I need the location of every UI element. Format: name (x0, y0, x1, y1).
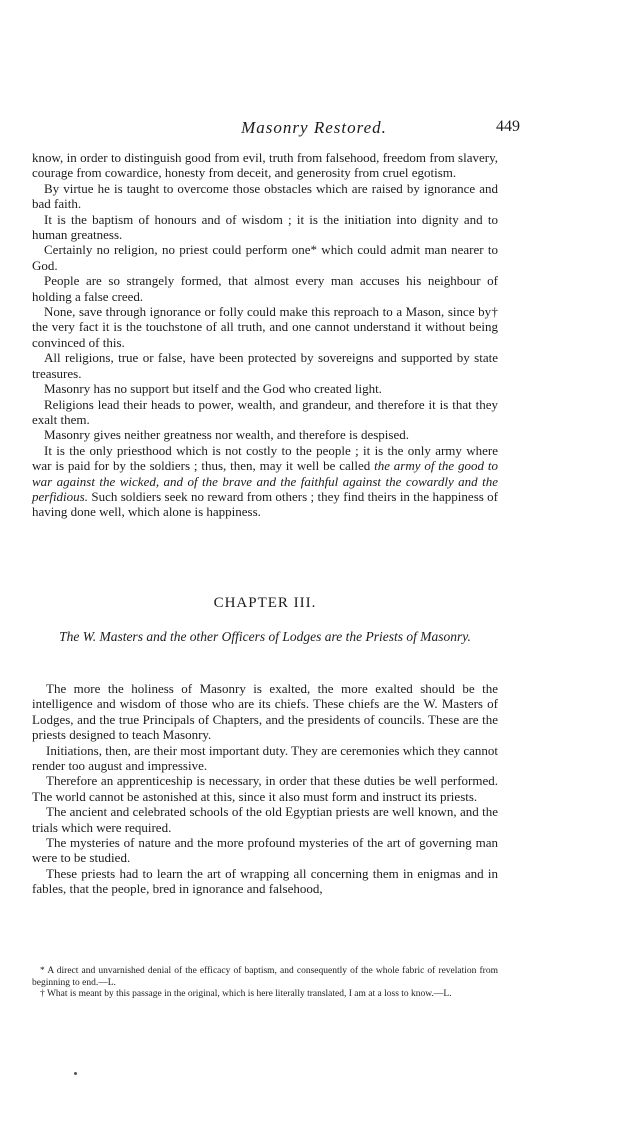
paragraph: All religions, true or false, have been protected by sovereigns and supported by state treasures. (32, 350, 498, 381)
paragraph: By virtue he is taught to overcome those obstacles which are raised by ignorance and bad faith. (32, 180, 498, 212)
paragraph: It is the baptism of honours and of wisdom ; it is the initiation into dignity and to human greatness. (32, 211, 498, 243)
page-number: 449 (496, 118, 520, 135)
chapter-heading: CHAPTER III. (213, 595, 317, 611)
paragraph: Therefore an apprenticeship is necessary, in order that these duties be well performed. The world cannot be astonished at this, since it also must form and instruct its priests. (32, 773, 498, 804)
paragraph: Masonry gives neither greatness nor wealth, and therefore is despised. (44, 427, 409, 443)
paragraph: The mysteries of nature and the more profound mysteries of the art of governing man were to be studied. (32, 835, 498, 866)
paragraph: The ancient and celebrated schools of the old Egyptian priests are well known, and the trials which were required. (32, 804, 498, 835)
paragraph: These priests had to learn the art of wrapping all concerning them in enigmas and in fables, that the people, bred in ignorance and falsehood, (32, 865, 498, 897)
paragraph-with-italic (32, 443, 498, 520)
text-span: Such soldiers seek no reward from others ; they find theirs in the happiness of having done well, which alone is happiness. (32, 488, 498, 520)
footnotes (32, 966, 498, 1001)
footnote: * A direct and unvarnished denial of the efficacy of baptism, and consequently of the whole fabric of revelation from beginning to end.—L. (32, 966, 498, 988)
paragraph: Masonry has no support but itself and the God who created light. (44, 381, 382, 397)
text-span: It is the only priesthood which is not costly to the people ; it is the only army where war is paid for by the soldiers ; thus, then, may it well be called (32, 442, 498, 474)
paragraph: Religions lead their heads to power, wealth, and grandeur, and therefore it is that they exalt them. (32, 396, 498, 427)
paragraph: The more the holiness of Masonry is exalted, the more exalted should be the intelligence and wisdom of those who are its chiefs. These chiefs are the W. Masters of Lodges, and the true Principals of Chapters, and the presidents of councils. These are the priests designed to teach Masonry. (32, 681, 498, 743)
paragraph: None, save through ignorance or folly could make this reproach to a Mason, since by† the very fact it is the touchstone of all truth, and one cannot understand it without being convinced of this. (32, 304, 498, 350)
paragraph: know, in order to distinguish good from evil, truth from falsehood, freedom from slavery, courage from cowardice, honesty from deceit, and generosity from cruel egotism. (32, 150, 498, 181)
paragraph: People are so strangely formed, that almost every man accuses his neighbour of holding a false creed. (32, 273, 498, 304)
running-title: Masonry Restored. (241, 118, 387, 137)
paragraph: Initiations, then, are their most important duty. They are ceremonies which they cannot render too august and impressive. (32, 742, 498, 774)
running-head (0, 118, 628, 140)
paragraph: Certainly no religion, no priest could perform one* which could admit man nearer to God. (32, 242, 498, 273)
ink-speck (74, 1072, 77, 1075)
footnote: † What is meant by this passage in the original, which is here literally translated, I am at a loss to know.—L. (40, 989, 452, 999)
chapter-subtitle: The W. Masters and the other Officers of Lodges are the Priests of Masonry. (59, 629, 471, 644)
section-1-body (32, 150, 498, 520)
section-2-body (32, 681, 498, 897)
italic-phrase: the army of the good to war against the wicked, and of the brave and the faithful against the cowardly and the perfidious. (32, 458, 498, 504)
